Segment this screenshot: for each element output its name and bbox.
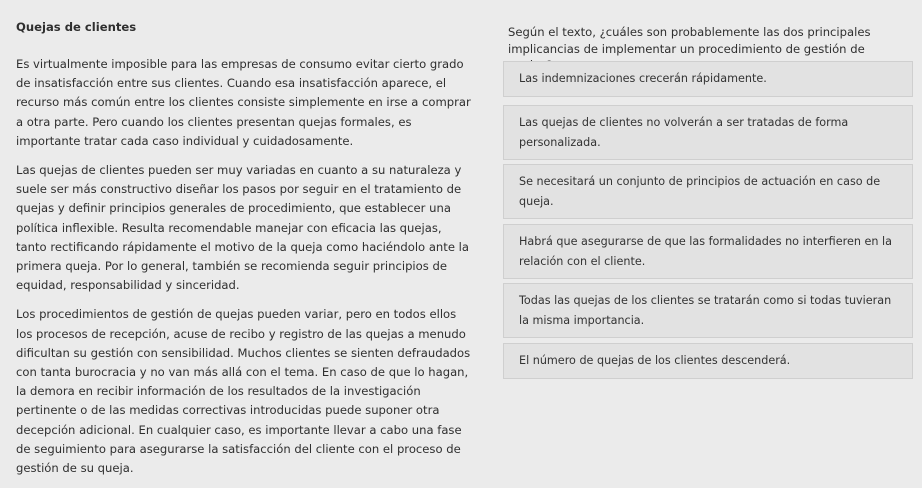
answer-option-4[interactable] — [503, 224, 913, 279]
article-paragraph: Es virtualmente imposible para las empresas de consumo evitar cierto grado de insatisfacción entre sus clientes. Cuando esa insatisfacción aparece, el recurso más común entre los clientes consiste simplemente en irse a comprar a otra parte. Pero cuando los clientes presentan quejas formales, es importante tratar cada caso individual y cuidadosamente. — [16, 57, 471, 148]
question-text: Según el texto, ¿cuáles son probablemente las dos principales implicancias de implementar un procedimiento de gestión de — [508, 25, 871, 56]
answer-option-5[interactable] — [503, 283, 913, 338]
answer-option-2[interactable] — [503, 105, 913, 160]
answer-option-label: Todas las quejas de los clientes se tratarán como si todas tuvieran la misma importancia. — [519, 294, 892, 327]
answer-option-label: Las indemnizaciones crecerán rápidamente. — [519, 72, 767, 85]
answer-option-6[interactable] — [503, 343, 913, 379]
article-paragraph: Las quejas de clientes pueden ser muy variadas en cuanto a su naturaleza y suele ser más constructivo diseñar los pasos por seguir en el tratamiento de quejas y definir principios generales de procedimiento, que establecer una política inflexible. Resulta recomendable manejar con eficacia las quejas, tanto rectificando rápidamente el motivo de la queja como haciéndolo ante la primera queja. Por lo general, también se recomienda seguir principios de equidad, responsabilidad y sinceridad. — [16, 163, 469, 293]
answer-option-label: Se necesitará un conjunto de principios de actuación en caso de queja. — [519, 175, 881, 208]
article-paragraph: Los procedimientos de gestión de quejas pueden variar, pero en todos ellos los procesos de recepción, acuse de recibo y registro de las quejas a menudo dificultan su gestión con sensibilidad. Muchos clientes se sienten defraudados con tanta burocracia y no van más allá con el tema. En caso de que lo hagan, la demora en recibir información de los resultados de la investigación pertinente o de las medidas correctivas introducidas puede suponer otra decepción adicional. En cualquier caso, es importante llevar a cabo una fase de seguimiento para asegurarse la satisfacción del cliente con el proceso de gestión de su queja. — [16, 307, 471, 476]
article — [16, 18, 474, 488]
answer-option-1[interactable] — [503, 61, 913, 97]
answer-option-3[interactable] — [503, 164, 913, 219]
article-title: Quejas de clientes — [16, 20, 137, 34]
answer-option-label: El número de quejas de los clientes descenderá. — [519, 354, 791, 367]
answer-option-label: Habrá que asegurarse de que las formalidades no interfieren en la relación con el cliente. — [519, 235, 892, 268]
answer-option-label: Las quejas de clientes no volverán a ser tratadas de forma personalizada. — [519, 116, 849, 149]
